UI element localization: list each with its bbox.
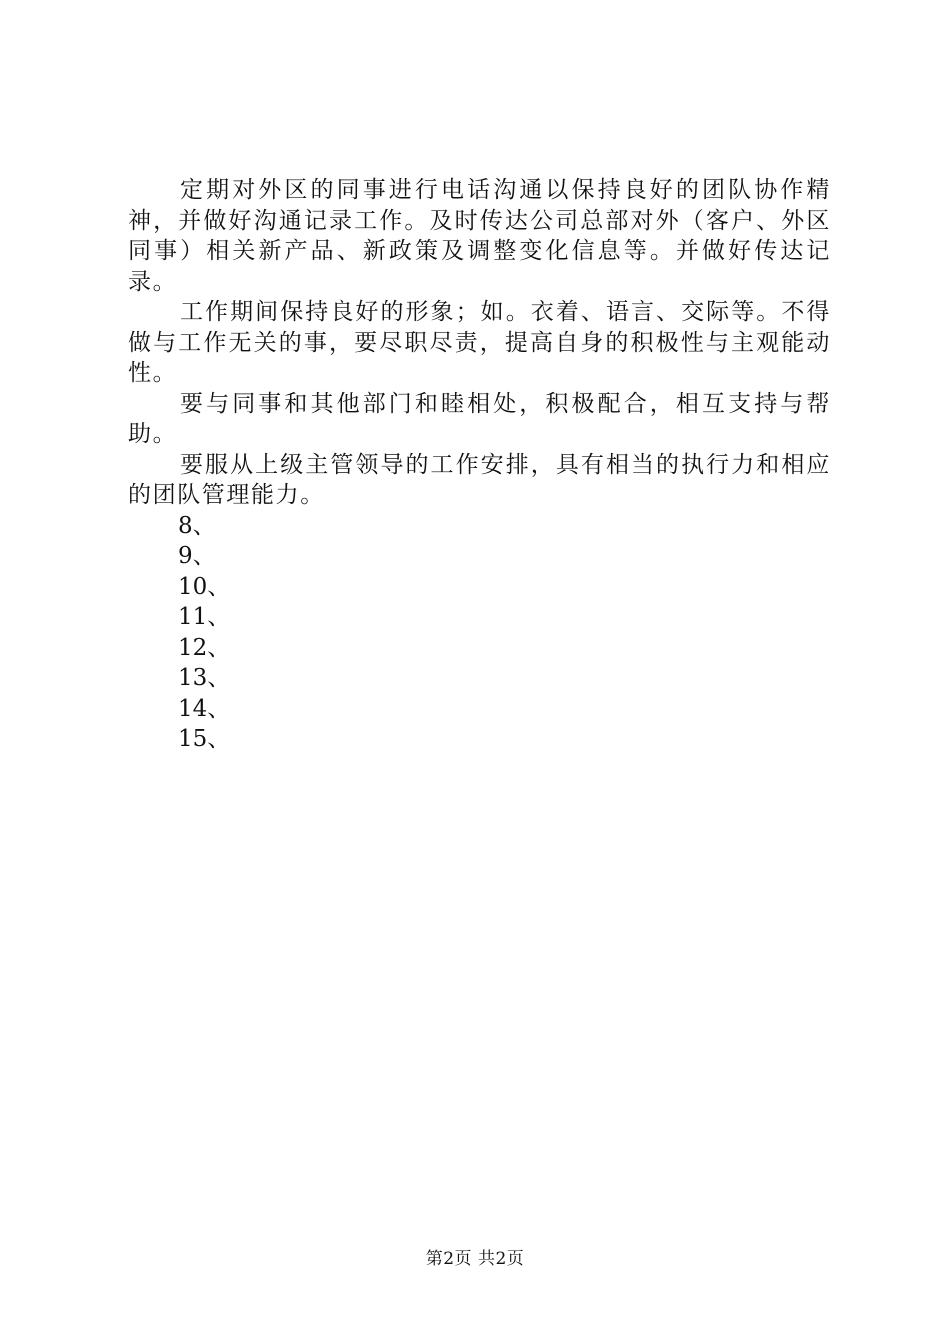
- list-item: 8、: [178, 512, 216, 539]
- document-body: [128, 175, 831, 755]
- list-item: 12、: [178, 634, 231, 661]
- list-item: 13、: [178, 665, 231, 691]
- list-item: 14、: [178, 695, 231, 722]
- paragraph-team-communication: 定期对外区的同事进行电话沟通以保持良好的团队协作精神，并做好沟通记录工作。及时传达公司总部对外（客户、外区同事）相关新产品、新政策及调整变化信息等。并做好传达记录。: [128, 177, 831, 295]
- list-item: 15、: [178, 726, 231, 752]
- list-item: 11、: [178, 604, 231, 630]
- paragraph-obey-arrangement: 要服从上级主管领导的工作安排，具有相当的执行力和相应的团队管理能力。: [128, 451, 831, 508]
- list-item: 10、: [178, 573, 231, 600]
- page-footer: 第2页 共2页: [425, 1249, 525, 1269]
- paragraph-cooperation: 要与同事和其他部门和睦相处，积极配合，相互支持与帮助。: [128, 390, 831, 447]
- list-item: 9、: [178, 543, 216, 569]
- paragraph-work-image: 工作期间保持良好的形象；如。衣着、语言、交际等。不得做与工作无关的事，要尽职尽责，提高自身的积极性与主观能动性。: [128, 299, 831, 386]
